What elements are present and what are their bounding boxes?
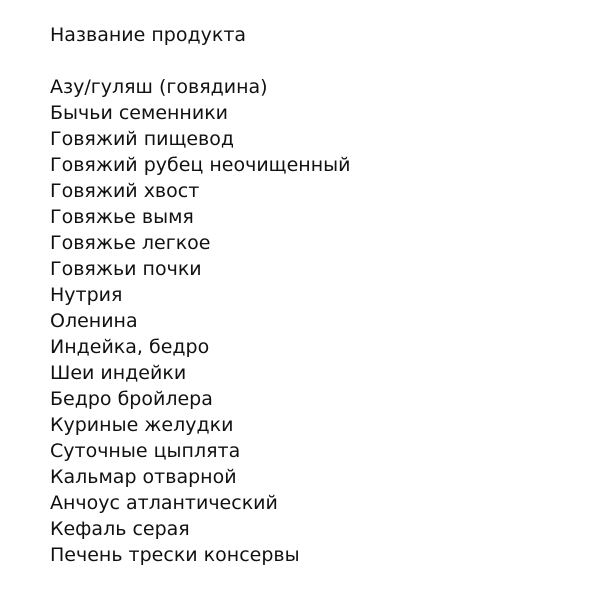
- list-item: Говяжьи почки: [50, 258, 202, 280]
- list-item: Суточные цыплята: [50, 440, 241, 462]
- list-item: Оленина: [50, 310, 138, 332]
- list-item: Анчоус атлантический: [50, 492, 278, 514]
- list-item: Куриные желудки: [50, 414, 234, 436]
- list-item: Говяжье вымя: [50, 206, 194, 228]
- list-item: Печень трески консервы: [50, 544, 300, 566]
- list-item: Говяжий рубец неочищенный: [50, 154, 351, 176]
- product-list: [50, 74, 600, 568]
- list-item: Бычьи семенники: [50, 102, 229, 124]
- list-item: Бедро бройлера: [50, 388, 213, 410]
- list-item: Нутрия: [50, 284, 123, 306]
- list-item: Шеи индейки: [50, 362, 187, 384]
- list-item: Говяжий пищевод: [50, 128, 235, 150]
- list-item: Индейка, бедро: [50, 336, 210, 358]
- list-item: Говяжье легкое: [50, 232, 211, 254]
- list-item: Азу/гуляш (говядина): [50, 76, 268, 98]
- list-item: Говяжий хвост: [50, 180, 200, 202]
- column-heading: Название продукта: [50, 24, 247, 46]
- list-item: Кальмар отварной: [50, 466, 237, 488]
- list-item: Кефаль серая: [50, 518, 190, 540]
- blank-line: [50, 48, 600, 74]
